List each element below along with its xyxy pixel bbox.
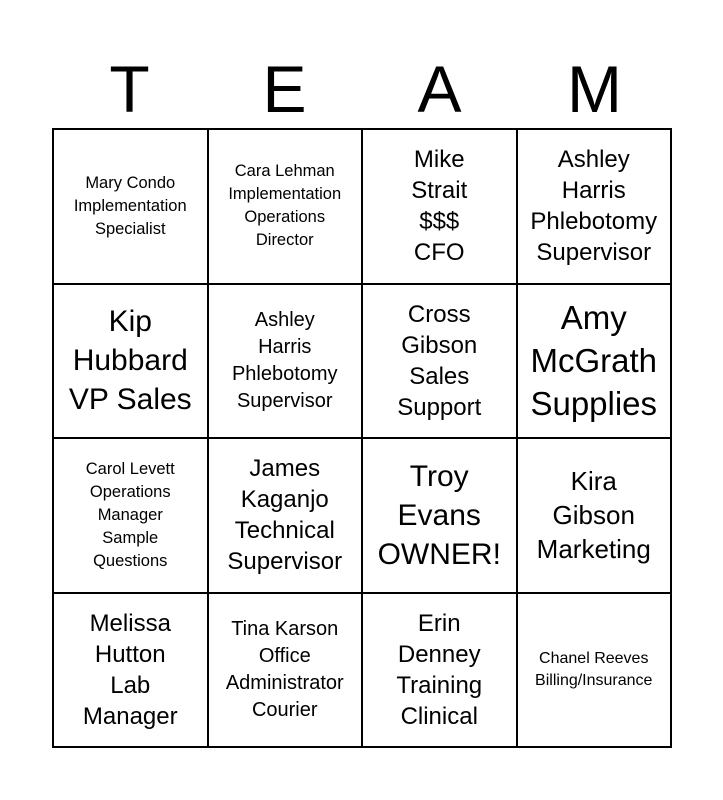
bingo-cell[interactable] [517,129,672,284]
cell-text: Kira Gibson Marketing [536,466,651,565]
header-letter-e: E [262,52,307,126]
cell-text: Cara Lehman Implementation Operations Director [228,162,342,250]
cell-text: Tina Karson Office Administrator Courier [225,617,344,721]
bingo-cell[interactable] [53,438,208,593]
bingo-cell[interactable] [362,593,517,748]
bingo-cell[interactable] [517,284,672,439]
cell-text: Cross Gibson Sales Support [397,300,482,421]
bingo-cell[interactable] [208,438,363,593]
bingo-cell[interactable] [53,593,208,748]
header-letter-m: M [567,52,622,126]
bingo-cell[interactable] [362,284,517,439]
bingo-cell[interactable] [53,129,208,284]
bingo-cell[interactable] [362,438,517,593]
cell-text: Amy McGrath Supplies [530,299,658,423]
bingo-grid [52,128,672,748]
cell-text: Ashley Harris Phlebotomy Supervisor [530,146,658,267]
cell-text: Chanel Reeves Billing/Insurance [535,649,653,689]
bingo-cell[interactable] [208,284,363,439]
bingo-cell[interactable] [517,438,672,593]
bingo-cell[interactable] [53,284,208,439]
header-letter-t: T [109,52,150,126]
cell-text: Carol Levett Operations Manager Sample Questions [85,459,175,570]
bingo-cell[interactable] [517,593,672,748]
cell-text: Ashley Harris Phlebotomy Supervisor [231,308,338,412]
cell-text: Erin Denney Training Clinical [396,609,483,730]
header-letter-a: A [417,52,462,126]
bingo-header [52,50,672,128]
cell-text: Mary Condo Implementation Specialist [73,173,187,238]
cell-text: James Kaganjo Technical Supervisor [227,455,343,576]
bingo-cell[interactable] [362,129,517,284]
bingo-cell[interactable] [208,593,363,748]
cell-text: Mike Strait $$$ CFO [411,146,468,267]
cell-text: Troy Evans OWNER! [377,459,501,571]
bingo-cell[interactable] [208,129,363,284]
cell-text: Kip Hubbard VP Sales [68,305,192,417]
cell-text: Melissa Hutton Lab Manager [82,609,178,730]
